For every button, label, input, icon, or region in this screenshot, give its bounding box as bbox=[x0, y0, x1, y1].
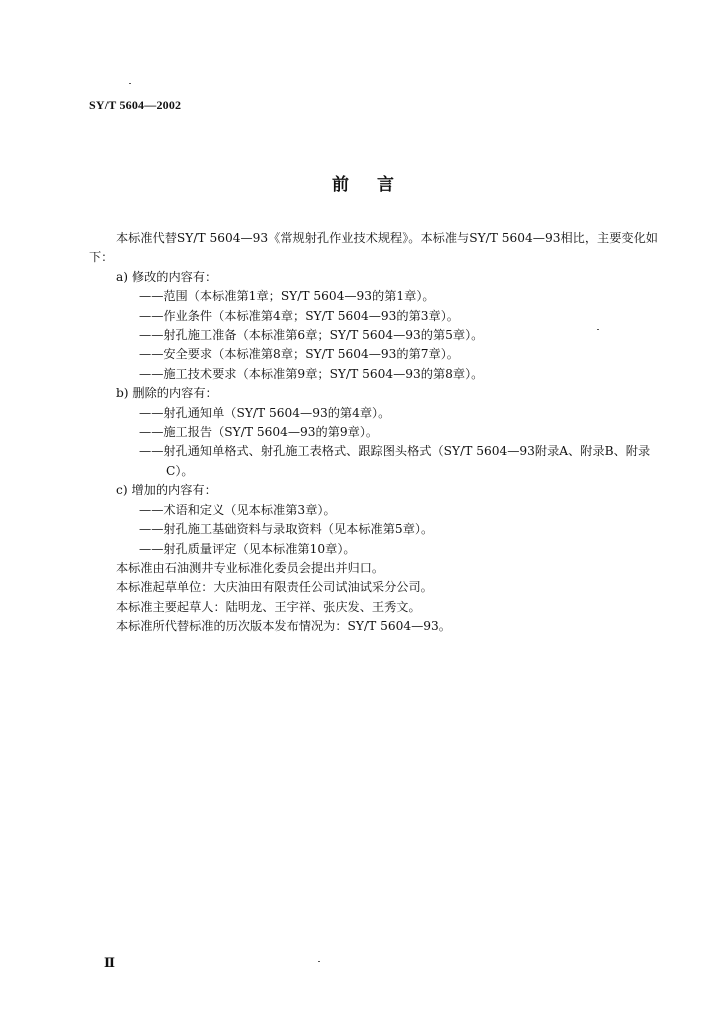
list-item: ——范围（本标准第1章；SY/T 5604—93的第1章）。 bbox=[139, 289, 435, 304]
list-item: ——射孔施工基础资料与录取资料（见本标准第5章）。 bbox=[139, 522, 434, 537]
intro-text: 本标准代替SY/T 5604—93《常规射孔作业技术规程》。本标准与SY/T 5604—93相比，主要变化如下： bbox=[89, 231, 658, 265]
closing-line: 本标准所代替标准的历次版本发布情况为：SY/T 5604—93。 bbox=[116, 619, 451, 634]
list-item: ——安全要求（本标准第8章；SY/T 5604—93的第7章）。 bbox=[139, 347, 459, 362]
document-body bbox=[89, 229, 663, 637]
page-title: 前言 bbox=[332, 175, 422, 195]
section-a-label: a) 修改的内容有： bbox=[116, 269, 218, 284]
list-item: ——射孔施工准备（本标准第6章；SY/T 5604—93的第5章）。 bbox=[139, 328, 484, 343]
list-item bbox=[89, 442, 663, 481]
scan-speck bbox=[597, 329, 599, 330]
standard-code: SY/T 5604—2002 bbox=[89, 98, 182, 112]
list-item: ——施工报告（SY/T 5604—93的第9章）。 bbox=[139, 425, 379, 440]
list-item: ——施工技术要求（本标准第9章；SY/T 5604—93的第8章）。 bbox=[139, 366, 484, 381]
list-item: ——射孔质量评定（见本标准第10章）。 bbox=[139, 541, 356, 556]
intro-paragraph bbox=[89, 229, 663, 268]
list-item: ——射孔通知单（SY/T 5604—93的第4章）。 bbox=[139, 405, 391, 420]
scan-speck bbox=[129, 83, 131, 84]
closing-line: 本标准由石油测井专业标准化委员会提出并归口。 bbox=[116, 560, 385, 575]
scan-speck bbox=[318, 961, 320, 962]
list-item-text: ——射孔通知单格式、射孔施工表格式、跟踪图头格式（SY/T 5604—93附录A、附录B、附录C）。 bbox=[139, 444, 651, 478]
list-item: ——术语和定义（见本标准第3章）。 bbox=[139, 502, 336, 517]
closing-line: 本标准起草单位：大庆油田有限责任公司试油试采分公司。 bbox=[116, 580, 433, 595]
list-item: ——作业条件（本标准第4章；SY/T 5604—93的第3章）。 bbox=[139, 308, 459, 323]
section-c-label: c) 增加的内容有： bbox=[116, 483, 217, 498]
closing-line: 本标准主要起草人：陆明龙、王宇祥、张庆发、王秀文。 bbox=[116, 599, 421, 614]
page-number: Ⅱ bbox=[104, 955, 115, 970]
section-b-label: b) 删除的内容有： bbox=[116, 386, 218, 401]
